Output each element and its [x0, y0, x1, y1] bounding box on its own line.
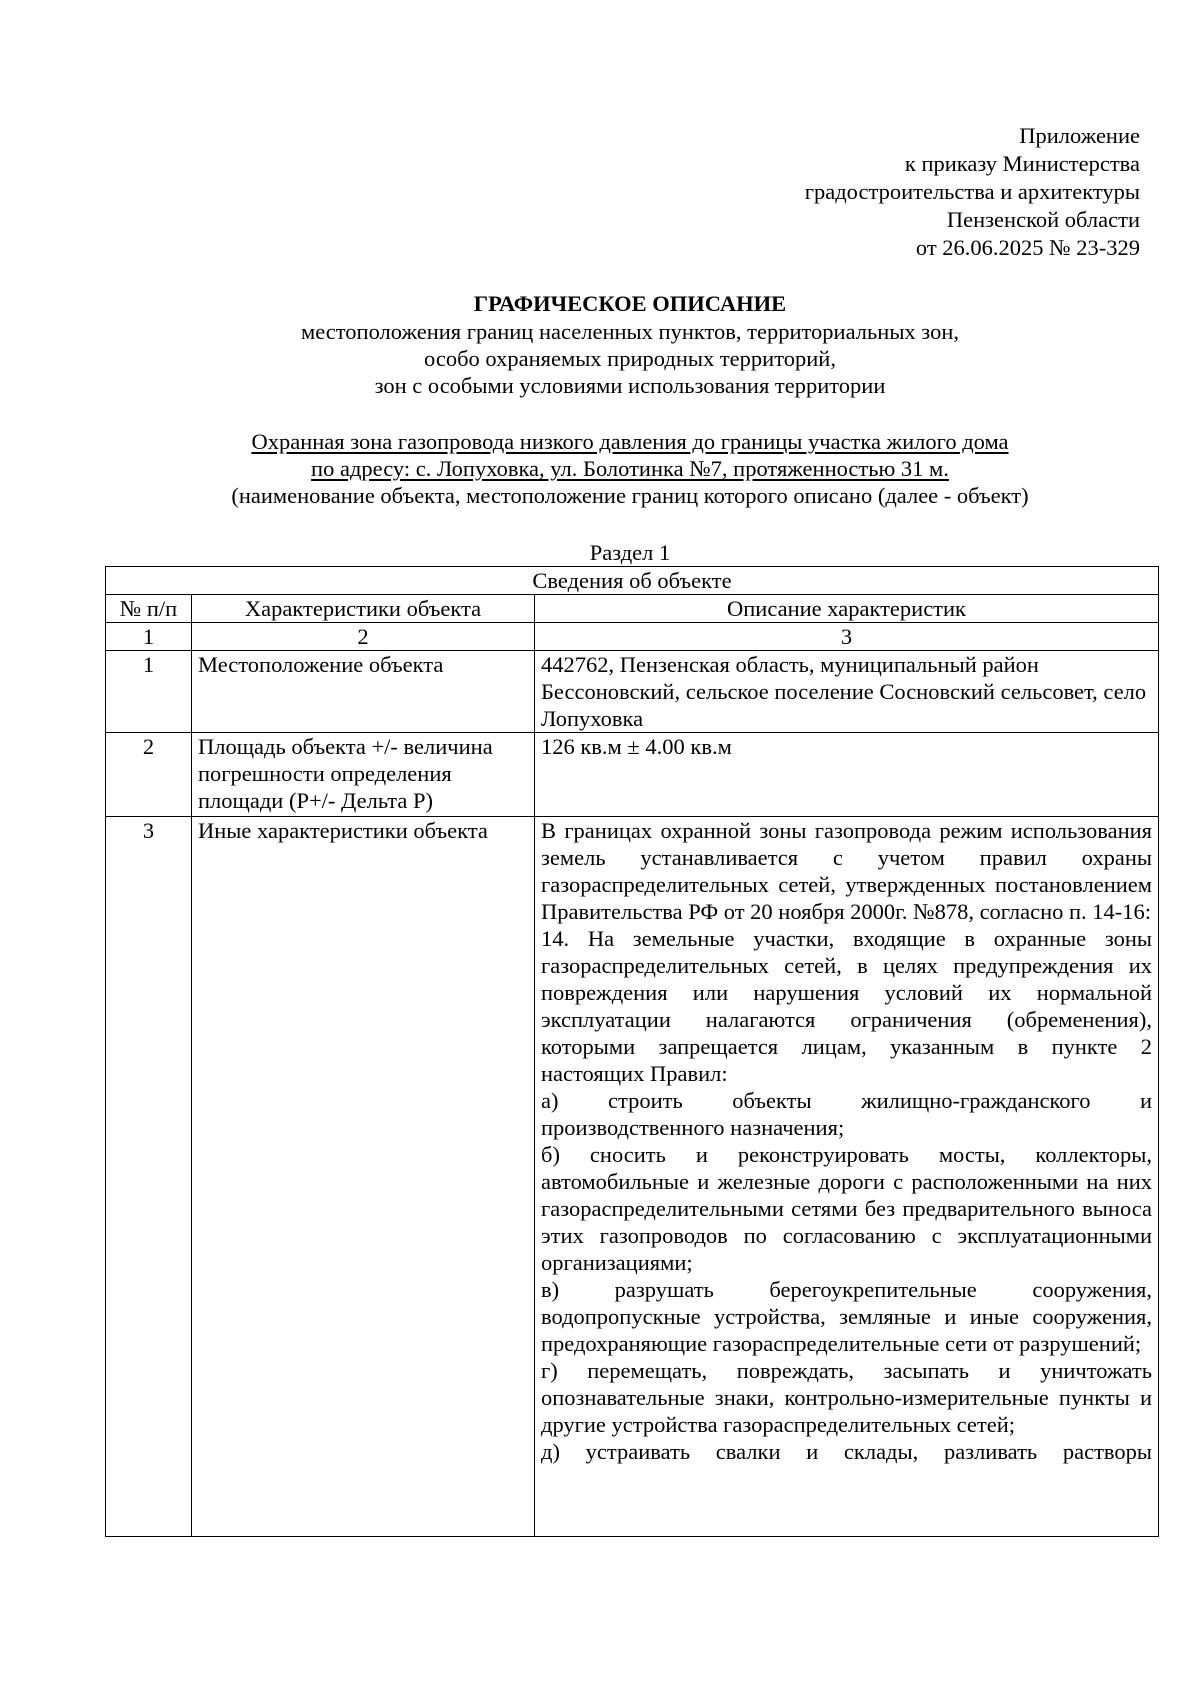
row-characteristic: Площадь объекта +/- величина погрешности определения площади (Р+/- Дельта Р) — [192, 733, 535, 817]
description-paragraph: 14. На земельные участки, входящие в охранные зоны газораспределительных сетей, в целях предупреждения их повреждения или нарушения условий их нормальной эксплуатации налагаются ограничения (обременения), которыми запрещается лицам, указанным в пункте 2 настоящих Правил: — [541, 926, 1153, 1086]
object-name-line-2: по адресу: с. Лопуховка, ул. Болотинка №7, протяженностью 31 м. — [311, 456, 949, 481]
approval-line-5: от 26.06.2025 № 23-329 — [915, 235, 1140, 260]
section-label: Раздел 1 — [589, 540, 671, 565]
table-row — [106, 651, 1159, 733]
table-caption: Сведения об объекте — [106, 567, 1159, 595]
row-characteristic: Местоположение объекта — [192, 651, 535, 733]
description-paragraph: в) разрушать берегоукрепительные сооружения, водопропускные устройства, земляные и иные сооружения, предохраняющие газораспределительные сети от разрушений; — [541, 1277, 1153, 1356]
row-description — [535, 817, 1159, 1537]
table-row — [106, 817, 1159, 1537]
approval-block — [805, 122, 1140, 262]
object-name-line-1: Охранная зона газопровода низкого давления до границы участка жилого дома — [251, 429, 1009, 454]
description-paragraph: а) строить объекты жилищно-гражданского и производственного назначения; — [541, 1088, 1153, 1140]
header-number: № п/п — [106, 595, 192, 623]
numbering-cell: 2 — [192, 623, 535, 651]
description-paragraph: В границах охранной зоны газопровода режим использования земель устанавливается с учетом правил охраны газораспределительных сетей, утвержденных постановлением Правительства РФ от 20 ноября 2000г. №878, согласно п. 14-16: — [541, 818, 1153, 924]
approval-line-4: Пензенской области — [946, 207, 1140, 232]
table-header-row — [106, 595, 1159, 623]
object-name-block — [0, 428, 1200, 509]
table-row — [106, 733, 1159, 817]
table-numbering-row — [106, 623, 1159, 651]
numbering-cell: 3 — [535, 623, 1159, 651]
document-subtitle — [0, 318, 1200, 399]
approval-line-3: градостроительства и архитектуры — [804, 179, 1140, 204]
row-number: 3 — [106, 817, 192, 1537]
subtitle-line-1: местоположения границ населенных пунктов, территориальных зон, — [301, 319, 959, 344]
row-characteristic: Иные характеристики объекта — [192, 817, 535, 1537]
subtitle-line-2: особо охраняемых природных территорий, — [424, 346, 836, 371]
description-paragraph: д) устраивать свалки и склады, разливать растворы — [541, 1439, 1153, 1464]
header-description: Описание характеристик — [535, 595, 1159, 623]
approval-line-1: Приложение — [1019, 123, 1140, 148]
row-description: 442762, Пензенская область, муниципальный район Бессоновский, сельское поселение Сосновский сельсовет, село Лопуховка — [535, 651, 1159, 733]
object-name-caption: (наименование объекта, местоположение границ которого описано (далее - объект) — [231, 483, 1029, 508]
row-number: 1 — [106, 651, 192, 733]
table-caption-row — [106, 567, 1159, 595]
approval-line-2: к приказу Министерства — [904, 151, 1140, 176]
row-number: 2 — [106, 733, 192, 817]
document-title: ГРАФИЧЕСКОЕ ОПИСАНИЕ — [473, 291, 787, 316]
description-paragraph: б) сносить и реконструировать мосты, коллекторы, автомобильные и железные дороги с расположенными на них газораспределительными сетями без предварительного выноса этих газопроводов по согласованию с эксплуатационными организациями; — [541, 1142, 1153, 1275]
description-paragraph: г) перемещать, повреждать, засыпать и уничтожать опознавательные знаки, контрольно-измерительные пункты и другие устройства газораспределительных сетей; — [541, 1358, 1153, 1437]
row-description: 126 кв.м ± 4.00 кв.м — [535, 733, 1159, 817]
object-info-table — [105, 566, 1159, 1537]
header-characteristic: Характеристики объекта — [192, 595, 535, 623]
numbering-cell: 1 — [106, 623, 192, 651]
subtitle-line-3: зон с особыми условиями использования территории — [374, 373, 886, 398]
